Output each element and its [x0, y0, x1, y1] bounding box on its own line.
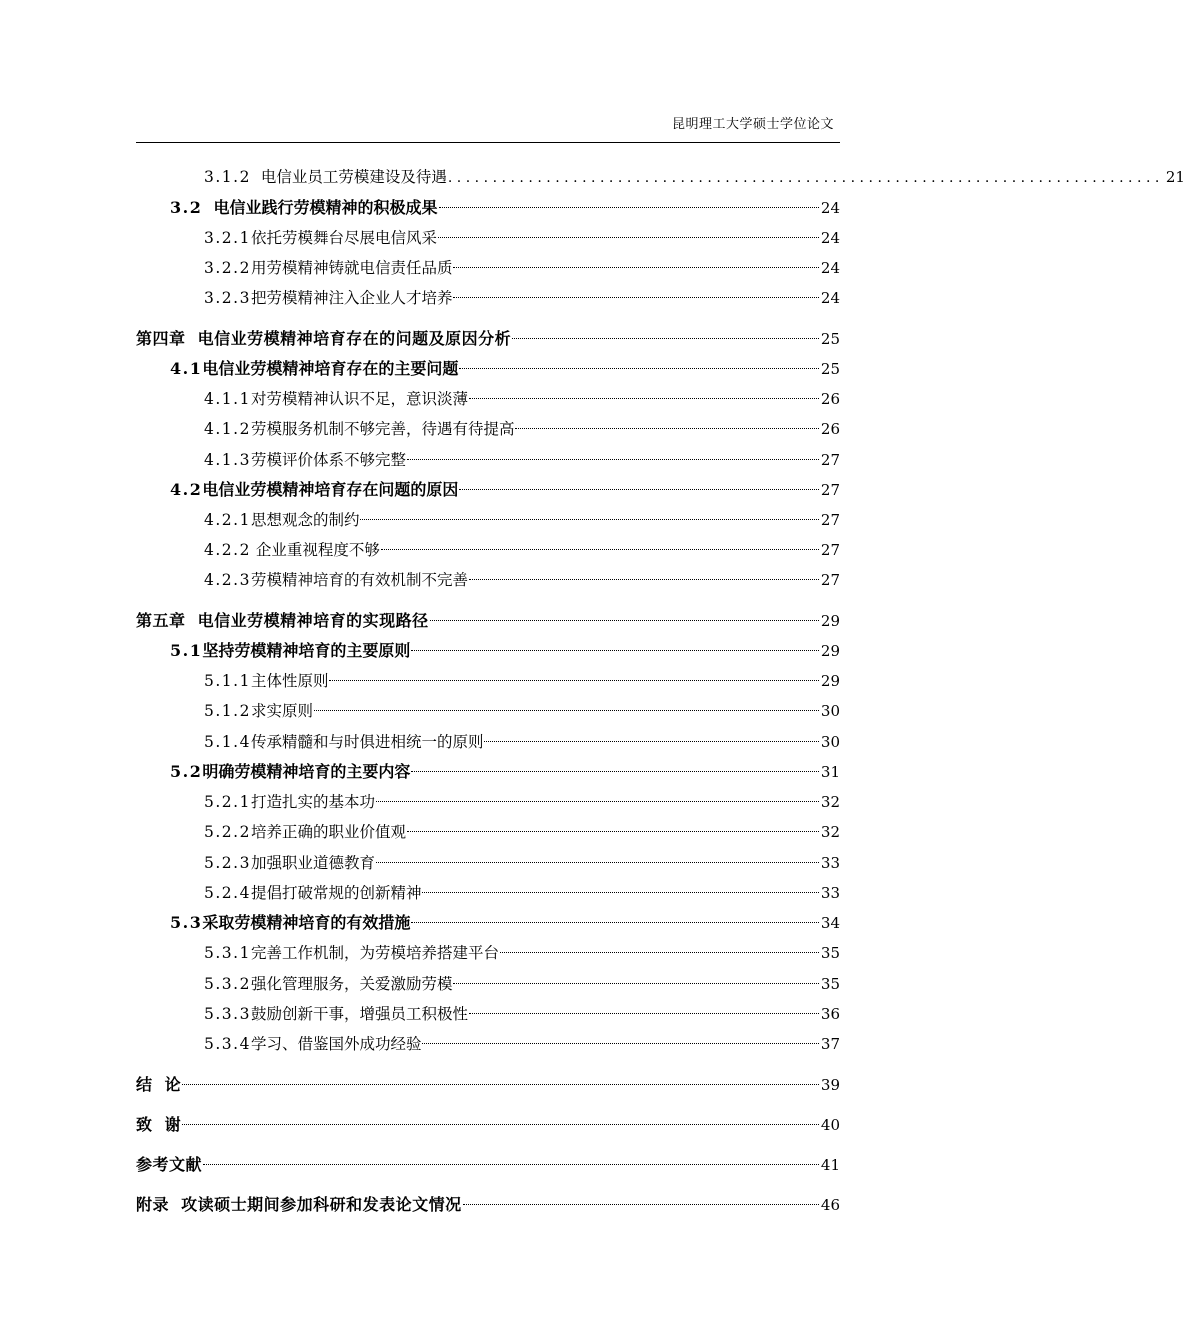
toc-entry-label: [204, 730, 483, 754]
toc-leader-dots: [500, 951, 819, 953]
toc-entry-number: 5.1.1: [204, 672, 251, 690]
toc-entry-title: 采取劳模精神培育的有效措施: [202, 913, 411, 932]
toc-page-number: 32: [820, 823, 840, 841]
toc-entry-number: 5.3.1: [204, 944, 251, 962]
toc-entry-title: 传承精髓和与时俱进相统一的原则: [250, 733, 484, 751]
toc-entry-label: [136, 1073, 181, 1097]
toc-page-number: 25: [820, 360, 840, 378]
toc-entry-label: [204, 1032, 421, 1056]
toc-entry-number: 3.2.1: [204, 229, 251, 247]
toc-entry[interactable]: [170, 478, 840, 502]
toc-page-number: 40: [820, 1116, 840, 1134]
toc-entry-label: [204, 165, 447, 189]
toc-page-number: 33: [820, 884, 840, 902]
toc-entry-title: 加强职业道德教育: [250, 854, 375, 872]
toc-leader-dots: [203, 1163, 819, 1165]
toc-entry-title: 用劳模精神铸就电信责任品质: [250, 259, 453, 277]
toc-entry[interactable]: [136, 327, 840, 351]
toc-leader-dots: [453, 266, 818, 268]
toc-entry-title: 主体性原则: [250, 672, 329, 690]
toc-entry-title: 劳模服务机制不够完善，待遇有待提高: [250, 420, 515, 438]
toc-page-number: 21: [1165, 168, 1185, 186]
toc-entry-label: [204, 226, 437, 250]
toc-entry-label: [204, 851, 375, 875]
toc-entry[interactable]: [204, 1002, 840, 1026]
toc-leader-dots: [469, 578, 819, 580]
toc-entry-title: 对劳模精神认识不足，意识淡薄: [250, 390, 468, 408]
toc-leader-dots: ................................................................................: [447, 170, 1164, 186]
toc-entry-title: 结 论: [136, 1075, 182, 1094]
toc-entry-label: [136, 1113, 181, 1137]
toc-entry-title: 强化管理服务，关爱激励劳模: [250, 975, 453, 993]
toc-entry[interactable]: [204, 730, 840, 754]
toc-page-number: 24: [820, 289, 840, 307]
toc-entry-number: 5.3.2: [204, 975, 251, 993]
toc-entry-number: 5.3.3: [204, 1005, 251, 1023]
toc-page-number: 33: [820, 854, 840, 872]
toc-entry[interactable]: [136, 609, 840, 633]
toc-page-number: 37: [820, 1035, 840, 1053]
toc-page-number: 27: [820, 481, 840, 499]
toc-entry-title: 鼓励创新干事，增强员工积极性: [250, 1005, 468, 1023]
toc-entry[interactable]: [204, 538, 840, 562]
toc-entry[interactable]: [204, 1032, 840, 1056]
toc-leader-dots: [376, 800, 819, 802]
toc-entry[interactable]: [204, 941, 840, 965]
toc-page-number: 24: [820, 199, 840, 217]
toc-entry[interactable]: [204, 669, 840, 693]
toc-leader-dots: [453, 296, 818, 298]
toc-entry-number: 3.2.3: [204, 289, 251, 307]
toc-entry-number: 5.2.4: [204, 884, 251, 902]
toc-page-number: 26: [820, 420, 840, 438]
toc-entry-number: 5.1.2: [204, 702, 251, 720]
toc-entry-label: [204, 538, 380, 562]
toc-entry-title: 培养正确的职业价值观: [250, 823, 406, 841]
toc-entry-title: 电信业劳模精神培育存在的主要问题: [202, 359, 459, 378]
toc-leader-dots: [463, 1203, 819, 1205]
toc-entry-title: 电信业劳模精神培育存在的问题及原因分析: [197, 329, 512, 348]
toc-page-number: 31: [820, 763, 840, 781]
toc-entry-number: 5.3.4: [204, 1035, 251, 1053]
toc-entry-number: 4.2.2: [204, 541, 251, 559]
toc-entry-label: [204, 417, 514, 441]
toc-entry[interactable]: [204, 790, 840, 814]
toc-entry[interactable]: [204, 417, 840, 441]
toc-entry[interactable]: [170, 196, 840, 220]
toc-entry-title: 学习、借鉴国外成功经验: [250, 1035, 422, 1053]
toc-entry[interactable]: [204, 286, 840, 310]
toc-page-number: 26: [820, 390, 840, 408]
toc-leader-dots: [469, 397, 819, 399]
toc-page-number: 32: [820, 793, 840, 811]
toc-entry[interactable]: [170, 760, 840, 784]
toc-entry-number: 4.1.1: [204, 390, 251, 408]
toc-entry-title: 思想观念的制约: [250, 511, 360, 529]
toc-leader-dots: [422, 1042, 818, 1044]
toc-entry[interactable]: [204, 881, 840, 905]
toc-entry[interactable]: [204, 387, 840, 411]
toc-entry-number: 5.2.1: [204, 793, 251, 811]
toc-leader-dots: [439, 206, 819, 208]
toc-entry-title: 明确劳模精神培育的主要内容: [202, 762, 411, 781]
toc-leader-dots: [376, 861, 819, 863]
toc-entry-title: 电信业践行劳模精神的积极成果: [213, 198, 438, 217]
toc-page-number: 29: [820, 672, 840, 690]
toc-entry[interactable]: [136, 1193, 840, 1217]
toc-entry-number: 3.2: [170, 198, 203, 217]
toc-entry[interactable]: [204, 568, 840, 592]
toc-leader-dots: [411, 770, 819, 772]
toc-entry-title: 电信业员工劳模建设及待遇: [260, 168, 447, 186]
toc-page-number: 46: [820, 1196, 840, 1214]
toc-entry[interactable]: [204, 508, 840, 532]
toc-entry-number: 5.1: [170, 641, 203, 660]
toc-leader-dots: [422, 891, 818, 893]
toc-leader-dots: [314, 709, 819, 711]
toc-entry[interactable]: [204, 699, 840, 723]
toc-leader-dots: [329, 679, 818, 681]
toc-entry[interactable]: [170, 911, 840, 935]
toc-entry-number: 3.2.2: [204, 259, 251, 277]
toc-entry-label: [204, 387, 468, 411]
toc-page-number: 27: [820, 451, 840, 469]
toc-entry-label: [204, 1002, 468, 1026]
toc-entry[interactable]: [204, 851, 840, 875]
toc-page-number: 35: [820, 975, 840, 993]
toc-page-number: 29: [820, 642, 840, 660]
toc-leader-dots: [182, 1083, 819, 1085]
toc-entry-label: [204, 820, 406, 844]
toc-page-number: 30: [820, 702, 840, 720]
toc-entry-title: 参考文献: [136, 1155, 203, 1174]
toc-entry-number: 4.2: [170, 480, 203, 499]
toc-page-number: 25: [820, 330, 840, 348]
toc-leader-dots: [469, 1012, 819, 1014]
toc-entry-title: 提倡打破常规的创新精神: [250, 884, 422, 902]
toc-entry[interactable]: [170, 357, 840, 381]
toc-entry-label: [204, 790, 375, 814]
toc-entry-number: 4.2.3: [204, 571, 251, 589]
toc-entry-number: 附录: [136, 1195, 170, 1214]
toc-leader-dots: [430, 619, 819, 621]
toc-entry-label: [170, 760, 410, 784]
toc-entry-number: 5.2.3: [204, 854, 251, 872]
toc-entry-title: 电信业劳模精神培育的实现路径: [197, 611, 429, 630]
toc-leader-dots: [459, 488, 819, 490]
toc-entry-label: [204, 941, 499, 965]
toc-page-number: 27: [820, 541, 840, 559]
toc-page-number: 27: [820, 571, 840, 589]
toc-entry-label: [170, 196, 438, 220]
toc-entry-number: 4.1: [170, 359, 203, 378]
toc-page-number: 36: [820, 1005, 840, 1023]
toc-entry-title: 企业重视程度不够: [255, 541, 380, 559]
toc-entry-title: 依托劳模舞台尽展电信风采: [250, 229, 437, 247]
toc-entry-number: 4.1.2: [204, 420, 251, 438]
toc-leader-dots: [381, 548, 819, 550]
toc-leader-dots: [407, 458, 819, 460]
toc-entry-label: [204, 669, 328, 693]
toc-entry-label: [204, 881, 421, 905]
toc-page-number: 35: [820, 944, 840, 962]
toc-page-number: 41: [820, 1156, 840, 1174]
toc-entry-title: 致 谢: [136, 1115, 182, 1134]
toc-entry-number: 第五章: [136, 611, 186, 630]
toc-leader-dots: [512, 337, 819, 339]
toc-page-number: 27: [820, 511, 840, 529]
toc-entry-title: 坚持劳模精神培育的主要原则: [202, 641, 411, 660]
toc-entry-title: 劳模评价体系不够完整: [250, 451, 406, 469]
toc-entry[interactable]: [204, 972, 840, 996]
toc-entry-label: [170, 911, 410, 935]
toc-entry-title: 劳模精神培育的有效机制不完善: [250, 571, 468, 589]
toc-entry-number: 5.2: [170, 762, 203, 781]
toc-leader-dots: [411, 921, 819, 923]
toc-leader-dots: [407, 830, 819, 832]
toc-leader-dots: [459, 367, 819, 369]
toc-entry-label: [204, 286, 452, 310]
toc-entry-number: 5.3: [170, 913, 203, 932]
toc-entry[interactable]: [136, 1153, 840, 1177]
toc-entry-label: [136, 327, 511, 351]
toc-entry[interactable]: [170, 639, 840, 663]
toc-entry-title: 完善工作机制，为劳模培养搭建平台: [250, 944, 499, 962]
toc-entry-title: 把劳模精神注入企业人才培养: [250, 289, 453, 307]
toc-leader-dots: [438, 236, 819, 238]
toc-entry[interactable]: [136, 1113, 840, 1137]
toc-entry-label: [204, 256, 452, 280]
toc-entry-number: 3.1.2: [204, 168, 251, 186]
toc-entry[interactable]: [204, 256, 840, 280]
toc-entry[interactable]: [204, 165, 1185, 189]
toc-leader-dots: [484, 740, 818, 742]
toc-entry-label: [170, 357, 458, 381]
toc-entry[interactable]: [204, 820, 840, 844]
toc-entry-label: [136, 1153, 202, 1177]
toc-entry-title: 电信业劳模精神培育存在问题的原因: [202, 480, 459, 499]
toc-entry-label: [136, 609, 429, 633]
toc-entry-label: [204, 568, 468, 592]
toc-entry-label: [204, 508, 359, 532]
toc-page-number: 34: [820, 914, 840, 932]
toc-page-number: 24: [820, 229, 840, 247]
toc-entry[interactable]: [136, 1073, 840, 1097]
toc-entry-title: 打造扎实的基本功: [250, 793, 375, 811]
toc-leader-dots: [411, 649, 819, 651]
toc-entry-number: 5.2.2: [204, 823, 251, 841]
toc-page-number: 30: [820, 733, 840, 751]
toc-entry-label: [204, 448, 406, 472]
toc-entry-label: [170, 639, 410, 663]
toc-page-number: 39: [820, 1076, 840, 1094]
toc-entry-number: 4.1.3: [204, 451, 251, 469]
toc-entry[interactable]: [204, 226, 840, 250]
toc-page-number: 29: [820, 612, 840, 630]
toc-leader-dots: [453, 982, 818, 984]
toc-page-number: 24: [820, 259, 840, 277]
toc-leader-dots: [515, 427, 818, 429]
toc-entry-label: [204, 699, 313, 723]
toc-entry-label: [170, 478, 458, 502]
toc-entry-label: [136, 1193, 462, 1217]
toc-entry-label: [204, 972, 452, 996]
toc-entry-number: 4.2.1: [204, 511, 251, 529]
toc-entry-title: 攻读硕士期间参加科研和发表论文情况: [181, 1195, 462, 1214]
toc-entry-number: 5.1.4: [204, 733, 251, 751]
toc-entry[interactable]: [204, 448, 840, 472]
toc-entry-title: 求实原则: [250, 702, 313, 720]
running-header-title: 昆明理工大学硕士学位论文: [671, 117, 834, 132]
toc-entry-number: 第四章: [136, 329, 186, 348]
toc-leader-dots: [360, 518, 818, 520]
toc-leader-dots: [182, 1123, 819, 1125]
